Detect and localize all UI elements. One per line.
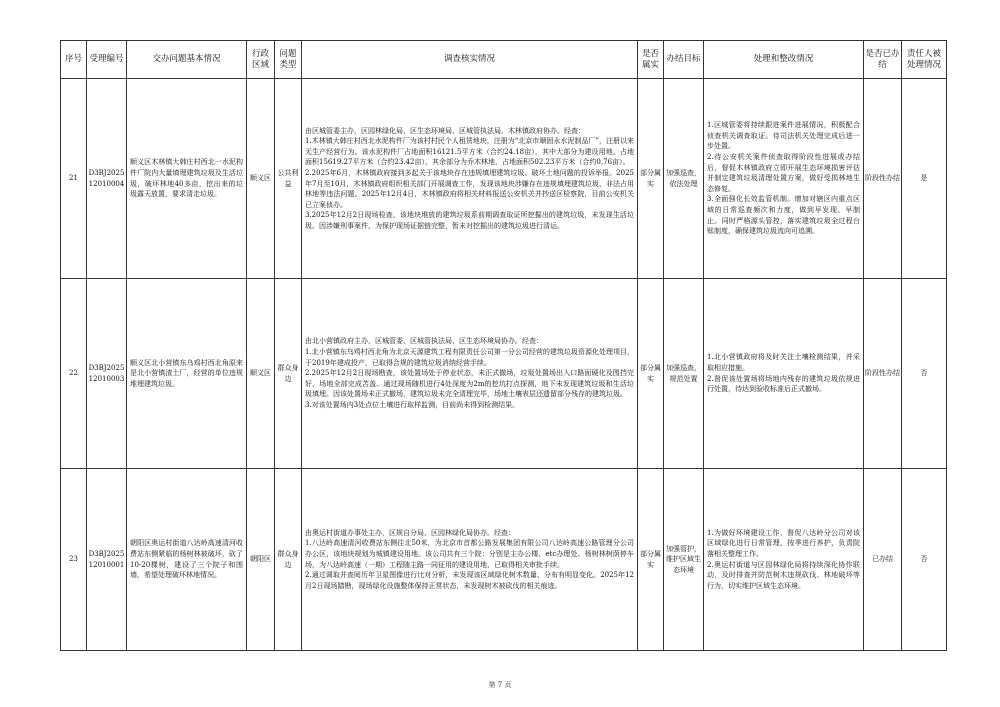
cell-seq: 23 xyxy=(61,469,87,651)
investigation-paragraph: 1.八达岭高速清河收费站东侧往北50米，为北京市首都公路发展集团有限公司八达岭高速公路管理分公司办公区，该地块规划为城镇建设用地。该公司共有三个院：分别是主办公楼、etc办理处、杨树林树荫停车场，为八达岭高速（一期）工程随主路一同征用的建设用地，已取得相关审批手续。 xyxy=(305,539,634,569)
cell-verified: 部分属实 xyxy=(638,469,664,651)
cell-issue: 朝阳区奥运村街道八达岭高速清河收费站东侧紧临的杨树林被破坏，砍了10-20棵树，建设了三个院子和围墙，希望处理破坏林地情况。 xyxy=(127,469,247,651)
cell-done: 阶段性办结 xyxy=(864,279,902,469)
cell-code: D3BJ202512010004 xyxy=(87,79,127,279)
cell-goal: 加强巡查，规范处置 xyxy=(664,279,704,469)
header-code: 受理编号 xyxy=(87,41,127,79)
cell-type: 公共利益 xyxy=(275,79,302,279)
cell-investigation xyxy=(302,469,638,651)
investigation-paragraph: 1.木林镇大韩庄村西北水泥构件厂为该村村民个人租赁地块，注册为“北京市顺固永水泥制品厂”，注册以来无生产经营行为。该水泥构件厂占地面积16121.5平方米（合约24.18亩），其中大部分为建设用地，占地面积15619.27平方米（合约23.42亩），其余部分为乔木林地，占地面积502.23平方米（合约0.76亩）。 xyxy=(305,137,634,167)
cell-district: 顺义区 xyxy=(247,279,275,469)
cell-code: D3BJ202512010003 xyxy=(87,279,127,469)
report-sheet xyxy=(60,40,946,651)
table-row xyxy=(61,469,947,651)
cell-goal: 加强管护，维护区域生态环境 xyxy=(664,469,704,651)
header-type: 问题类型 xyxy=(275,41,302,79)
cell-verified: 部分属实 xyxy=(638,79,664,279)
cell-handling xyxy=(704,469,864,651)
header-done: 是否已办结 xyxy=(864,41,902,79)
cell-accountable: 否 xyxy=(902,469,947,651)
cell-code: D3BJ202512010001 xyxy=(87,469,127,651)
cell-seq: 21 xyxy=(61,79,87,279)
cell-investigation xyxy=(302,279,638,469)
cell-done: 已办结 xyxy=(864,469,902,651)
investigation-paragraph: 1.北小营镇东乌鸡村西北角为北京天源建筑工程有限责任公司第一分公司经营的建筑垃圾资源化处理项目，于2019年建成投产，已取得合规的建筑垃圾消纳经营手续。 xyxy=(305,348,634,367)
table-header-row xyxy=(61,41,947,79)
investigation-paragraph: 由奥运村街道办事处主办，区规自分局、区园林绿化局协办。经查： xyxy=(305,528,515,537)
header-handling: 处理和整改情况 xyxy=(704,41,864,79)
investigation-paragraph: 2.通过调取并查阅历年卫星图像进行比对分析，未发现该区域绿化树木数量、分布有明显变化。2025年12月2日现场踏勘，现场绿化设施整体保持正常状态，未发现树木被砍伐的相关痕迹。 xyxy=(305,571,634,590)
handling-paragraph: 2.奥运村街道与区园林绿化局将持续深化协作联动，及时排查并防范树木违规砍伐、林地破坏等行为，切实维护区域生态环境。 xyxy=(707,560,860,590)
issue-table xyxy=(60,40,947,651)
handling-paragraph: 2.督促该处置场将场地内残存的建筑垃圾依规进行处置，待达到验收标准后正式撤场。 xyxy=(707,374,860,394)
investigation-paragraph: 由北小营镇政府主办，区城管委、区城管执法局、区生态环境局协办。经查： xyxy=(305,337,543,346)
cell-issue: 顺义区木林镇大韩庄村西北一水泥构件厂院内大量填埋建筑垃圾及生活垃圾，破坏林地40多亩，挖出来的垃圾露天放置，要求清走垃圾。 xyxy=(127,79,247,279)
handling-paragraph: 2.待公安机关案件侦查取得阶段性进展或办结后，督促木林镇政府立即开展生态环境损害评估并制定建筑垃圾清理处置方案，做好受损林地生态修复。 xyxy=(707,153,860,193)
header-seq: 序号 xyxy=(61,41,87,79)
handling-paragraph: 1.为做好环境建设工作，督促八达岭分公司对该区域绿化进行日常管理，按季进行养护，负责院落相关整理工作。 xyxy=(707,528,860,558)
cell-handling xyxy=(704,79,864,279)
investigation-paragraph: 3.2025年12月2日现场检查，该地块堆放的建筑垃圾系前期调查取证所挖掘出的建筑垃圾，未发现生活垃圾。因涉嫌刑事案件，为保护现场证据链完整，暂未对挖掘出的建筑垃圾进行清运。 xyxy=(305,211,634,230)
cell-type: 群众身边 xyxy=(275,469,302,651)
cell-done: 阶段性办结 xyxy=(864,79,902,279)
cell-verified: 部分属实 xyxy=(638,279,664,469)
page-number: 第 7 页 xyxy=(488,681,512,689)
cell-district: 顺义区 xyxy=(247,79,275,279)
handling-paragraph: 1.北小营镇政府将及时关注土壤检测结果，并采取相应措施。 xyxy=(707,353,860,372)
handling-paragraph: 3.全面强化长效监管机制。增加对辖区内重点区域的日常巡查频次和力度，做到早发现、早制止。同时严格源头管控，落实建筑垃圾全过程台账制度，确保建筑垃圾流向可追溯。 xyxy=(707,195,860,236)
cell-handling xyxy=(704,279,864,469)
investigation-paragraph: 2.2025年12月2日现场勘查，该处置场处于停业状态，未正式撤场，垃圾处置场出入口路面硬化及围挡完好，场地全部完成苫盖。通过现场随机进行4处深度为2m的挖坑打点探测，地下未发现建筑垃圾和生活垃圾填埋。因该处置场未正式撤场，建筑垃圾未完全清理完毕，场地土壤表层还遗留部分残存的建筑垃圾。 xyxy=(305,369,634,399)
cell-issue: 顺义区北小营镇东乌鸡村西北角原来是北小营镇渣土厂，经营的单位违规堆埋建筑垃圾。 xyxy=(127,279,247,469)
header-investigation: 调查核实情况 xyxy=(302,41,638,79)
cell-investigation xyxy=(302,79,638,279)
handling-paragraph: 1.区城管委将持续跟进案件进展情况，积极配合侦查机关调查取证。待司法机关处理完成后进一步处置。 xyxy=(707,121,860,151)
cell-seq: 22 xyxy=(61,279,87,469)
investigation-paragraph: 2.2025年6月，木林镇政府接到多起关于该地块存在违规填埋建筑垃圾、破坏土地问题的投诉举报。2025年7月至10月，木林镇政府组织相关部门开展调查工作，发现该地块涉嫌存在违规填埋建筑垃圾、非法占用林地等违法问题。2025年12月4日，木林镇政府将相关材料报送公安机关并抄送区检察院，目前公安机关已立案侦办。 xyxy=(305,168,634,209)
header-issue: 交办问题基本情况 xyxy=(127,41,247,79)
header-accountable: 责任人被处理情况 xyxy=(902,41,947,79)
cell-district: 朝阳区 xyxy=(247,469,275,651)
header-verified: 是否属实 xyxy=(638,41,664,79)
investigation-paragraph: 由区城管委主办，区园林绿化局、区生态环境局、区城管执法局、木林镇政府协办。经查： xyxy=(305,126,585,135)
header-district: 行政区域 xyxy=(247,41,275,79)
cell-goal: 加强巡查，依法处理 xyxy=(664,79,704,279)
cell-accountable: 否 xyxy=(902,279,947,469)
cell-accountable: 是 xyxy=(902,79,947,279)
header-goal: 办结目标 xyxy=(664,41,704,79)
table-row xyxy=(61,79,947,279)
cell-type: 群众身边 xyxy=(275,279,302,469)
table-row xyxy=(61,279,947,469)
investigation-paragraph: 3.对该处置场内3处点位土壤进行取样监测，目前尚未得到检测结果。 xyxy=(305,400,520,409)
